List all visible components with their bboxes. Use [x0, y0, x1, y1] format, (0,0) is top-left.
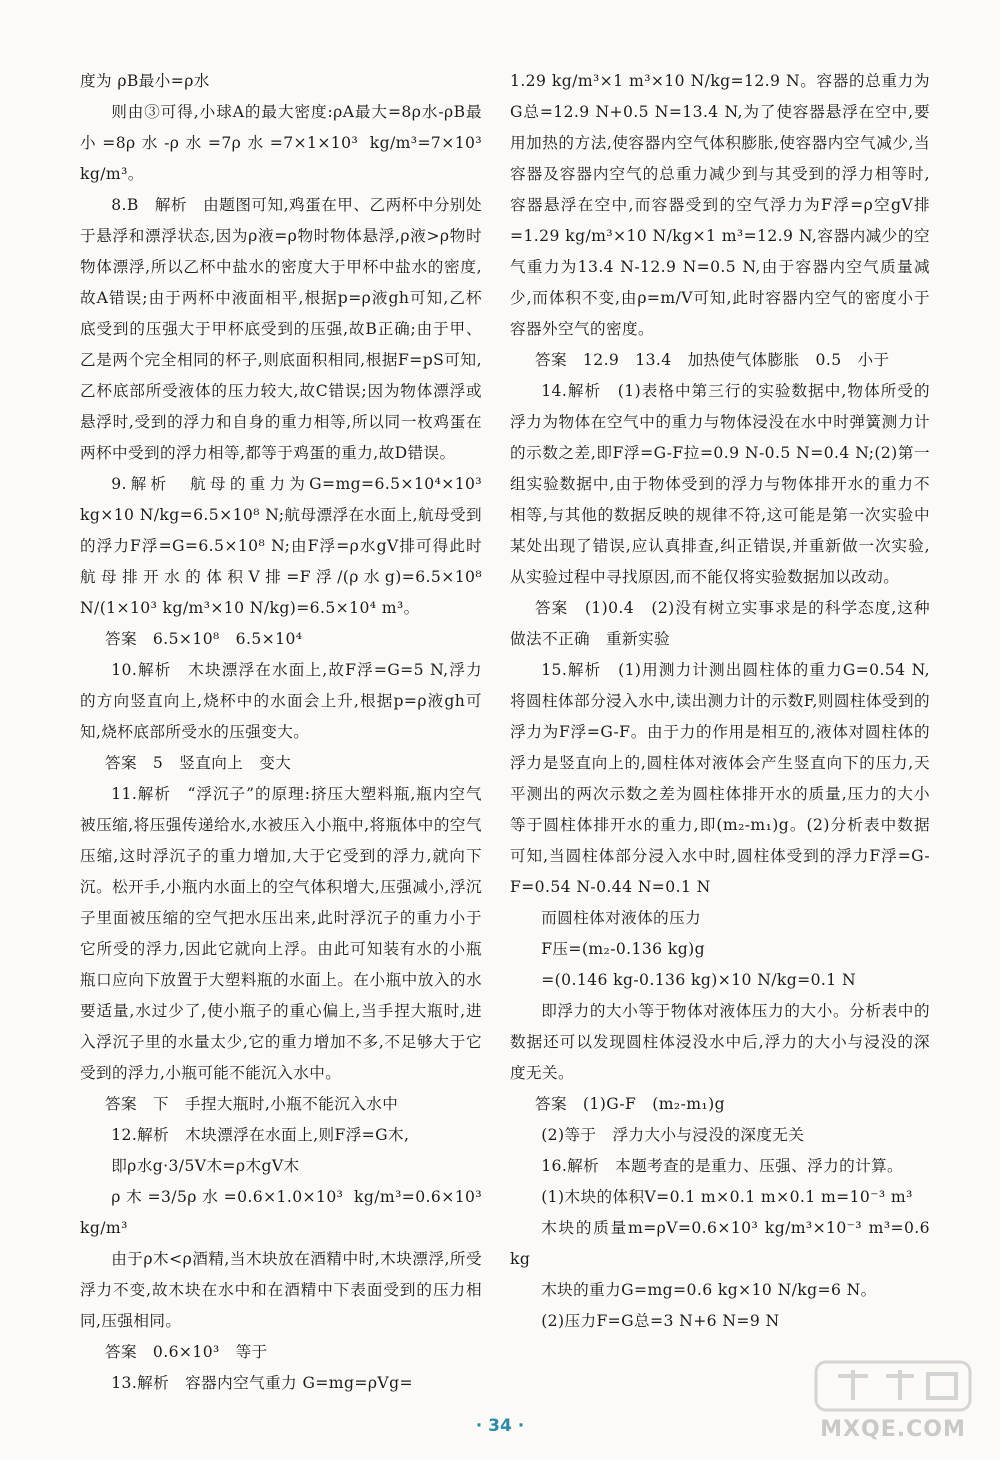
formula-line: 而圆柱体对液体的压力 — [541, 909, 702, 927]
page-number: · 34 · — [475, 1416, 525, 1436]
right-column — [510, 66, 930, 1337]
question-16: 16.解析 本题考查的是重力、压强、浮力的计算。 — [541, 1157, 904, 1175]
question-11: 11.解析 “浮沉子”的原理:挤压大塑料瓶,瓶内空气被压缩,将压强传递给水,水被压入小瓶中,将瓶体中的空气压缩,这时浮沉子的重力增加,大于它受到的浮力,就向下沉。松开手,小瓶内水面上的空气体积增大,压强减小,浮沉子里面被压缩的空气把水压出来,此时浮沉子的重力小于它所受的浮力,因此它就向上浮。由此可知装有水的小瓶瓶口应向下放置于大塑料瓶的水面上。在小瓶中放入的水要适量,水过少了,使小瓶子的重心偏上,当手捏大瓶时,进入浮沉子里的水量太少,它的重力增加不多,不足够大于它受到的浮力,小瓶可能不能沉入水中。 — [80, 785, 482, 1082]
formula-line: 木块的质量m=ρV=0.6×10³ kg/m³×10⁻³ m³=0.6 kg — [510, 1219, 930, 1268]
answer-9: 答案 6.5×10⁸ 6.5×10⁴ — [104, 630, 303, 648]
question-8: 8.B 解析 由题图可知,鸡蛋在甲、乙两杯中分别处于悬浮和漂浮状态,因为ρ液=ρ物时物体悬浮,ρ液>ρ物时物体漂浮,所以乙杯中盐水的密度大于甲杯中盐水的密度,故A错误;由于两杯中液面相平,根据p=ρ液gh可知,乙杯底受到的压强大于甲杯底受到的压强,故B正确;由于甲、乙是两个完全相同的杯子,则底面积相同,根据F=pS可知,乙杯底部所受液体的压力较大,故C错误;因为物体漂浮或悬浮时,受到的浮力和自身的重力相等,所以同一枚鸡蛋在两杯中受到的浮力相等,都等于鸡蛋的重力,故D错误。 — [80, 196, 482, 462]
formula-line: =(0.146 kg-0.136 kg)×10 N/kg=0.1 N — [541, 971, 857, 989]
formula-line: (1)木块的体积V=0.1 m×0.1 m×0.1 m=10⁻³ m³ — [541, 1188, 913, 1206]
formula-line: (2)压力F=G总=3 N+6 N=9 N — [541, 1312, 780, 1330]
question-14: 14.解析 (1)表格中第三行的实验数据中,物体所受的浮力为物体在空气中的重力与物体浸没在水中时弹簧测力计的示数之差,即F浮=G-F拉=0.9 N-0.5 N=0.4 N;(2)第一组实验数据中,由于物体受到的浮力与物体排开水的重力不相等,与其他的数据反映的规律不符,这可能是第一次实验中某处出现了错误,应认真排查,纠正错误,并重新做一次实验,从实验过程中寻找原因,而不能仅将实验数据加以改动。 — [510, 382, 930, 586]
answer-15: 答案 (1)G-F (m₂-m₁)g — [534, 1095, 725, 1113]
formula-line: F压=(m₂-0.136 kg)g — [541, 940, 705, 958]
question-15: 15.解析 (1)用测力计测出圆柱体的重力G=0.54 N,将圆柱体部分浸入水中,读出测力计的示数F,则圆柱体受到的浮力为F浮=G-F。由于力的作用是相互的,液体对圆柱体的浮力是竖直向上的,圆柱体对液体会产生竖直向下的压力,天平测出的两次示数之差为圆柱体排开水的质量,压力的大小等于圆柱体排开水的重力,即(m₂-m₁)g。(2)分析表中数据可知,当圆柱体部分浸入水中时,圆柱体受到的浮力F浮=G-F=0.54 N-0.44 N=0.1 N — [510, 661, 930, 896]
watermark-logo — [808, 1356, 978, 1442]
formula-line: 即ρ水g·3/5V木=ρ木gV木 — [111, 1157, 300, 1175]
question-9: 9.解析 航母的重力为G=mg=6.5×10⁴×10³ kg×10 N/kg=6.5×10⁸ N;航母漂浮在水面上,航母受到的浮力F浮=G=6.5×10⁸ N;由F浮=ρ水gV排可得此时航母排开水的体积V排=F浮/(ρ水g)=6.5×10⁸ N/(1×10³ kg/m³×10 N/kg)=6.5×10⁴ m³。 — [80, 475, 482, 617]
answer-13: 答案 12.9 13.4 加热使气体膨胀 0.5 小于 — [534, 351, 890, 369]
para: 即浮力的大小等于物体对液体压力的大小。分析表中的数据还可以发现圆柱体浸没水中后,浮力的大小与浸没的深度无关。 — [510, 1002, 930, 1082]
formula-line: 木块的重力G=mg=0.6 kg×10 N/kg=6 N。 — [541, 1281, 877, 1299]
answer-15-cont: (2)等于 浮力大小与浸没的深度无关 — [541, 1126, 805, 1144]
question-12: 12.解析 木块漂浮在水面上,则F浮=G木, — [111, 1126, 410, 1144]
para: 由于ρ木<ρ酒精,当木块放在酒精中时,木块漂浮,所受浮力不变,故木块在水中和在酒精中下表面受到的压力相同,压强相同。 — [80, 1250, 482, 1330]
answer-10: 答案 5 竖直向上 变大 — [104, 754, 292, 772]
question-13: 13.解析 容器内空气重力 G=mg=ρVg= — [111, 1374, 413, 1392]
question-13-cont: 1.29 kg/m³×1 m³×10 N/kg=12.9 N。容器的总重力为G总=12.9 N+0.5 N=13.4 N,为了使容器悬浮在空中,要用加热的方法,使容器内空气体积膨胀,使容器内空气减少,当容器及容器内空气的总重力减少到与其受到的浮力相等时,容器悬浮在空中,而容器受到的空气浮力为F浮=ρ空gV排=1.29 kg/m³×10 N/kg×1 m³=12.9 N,容器内减少的空气重力为13.4 N-12.9 N=0.5 N,由于容器内空气质量减少,而体积不变,由ρ=m/V可知,此时容器内空气的密度小于容器外空气的密度。 — [510, 72, 930, 338]
left-column — [80, 66, 482, 1399]
answer-14: 答案 (1)0.4 (2)没有树立实事求是的科学态度,这种做法不正确 重新实验 — [510, 599, 930, 648]
para: 则由③可得,小球A的最大密度:ρA最大=8ρ水-ρB最小=8ρ水-ρ水=7ρ水=7×1×10³ kg/m³=7×10³ kg/m³。 — [80, 103, 482, 183]
question-10: 10.解析 木块漂浮在水面上,故F浮=G=5 N,浮力的方向竖直向上,烧杯中的水面会上升,根据p=ρ液gh可知,烧杯底部所受水的压强变大。 — [80, 661, 482, 741]
watermark-text: MXQE.COM — [820, 1417, 966, 1442]
formula-line: ρ木=3/5ρ水=0.6×1.0×10³ kg/m³=0.6×10³ kg/m³ — [80, 1188, 482, 1237]
para: 度为 ρB最小=ρ水 — [80, 72, 210, 90]
answer-12: 答案 0.6×10³ 等于 — [104, 1343, 268, 1361]
watermark-stamp-icon — [808, 1356, 978, 1416]
answer-11: 答案 下 手捏大瓶时,小瓶不能沉入水中 — [104, 1095, 399, 1113]
